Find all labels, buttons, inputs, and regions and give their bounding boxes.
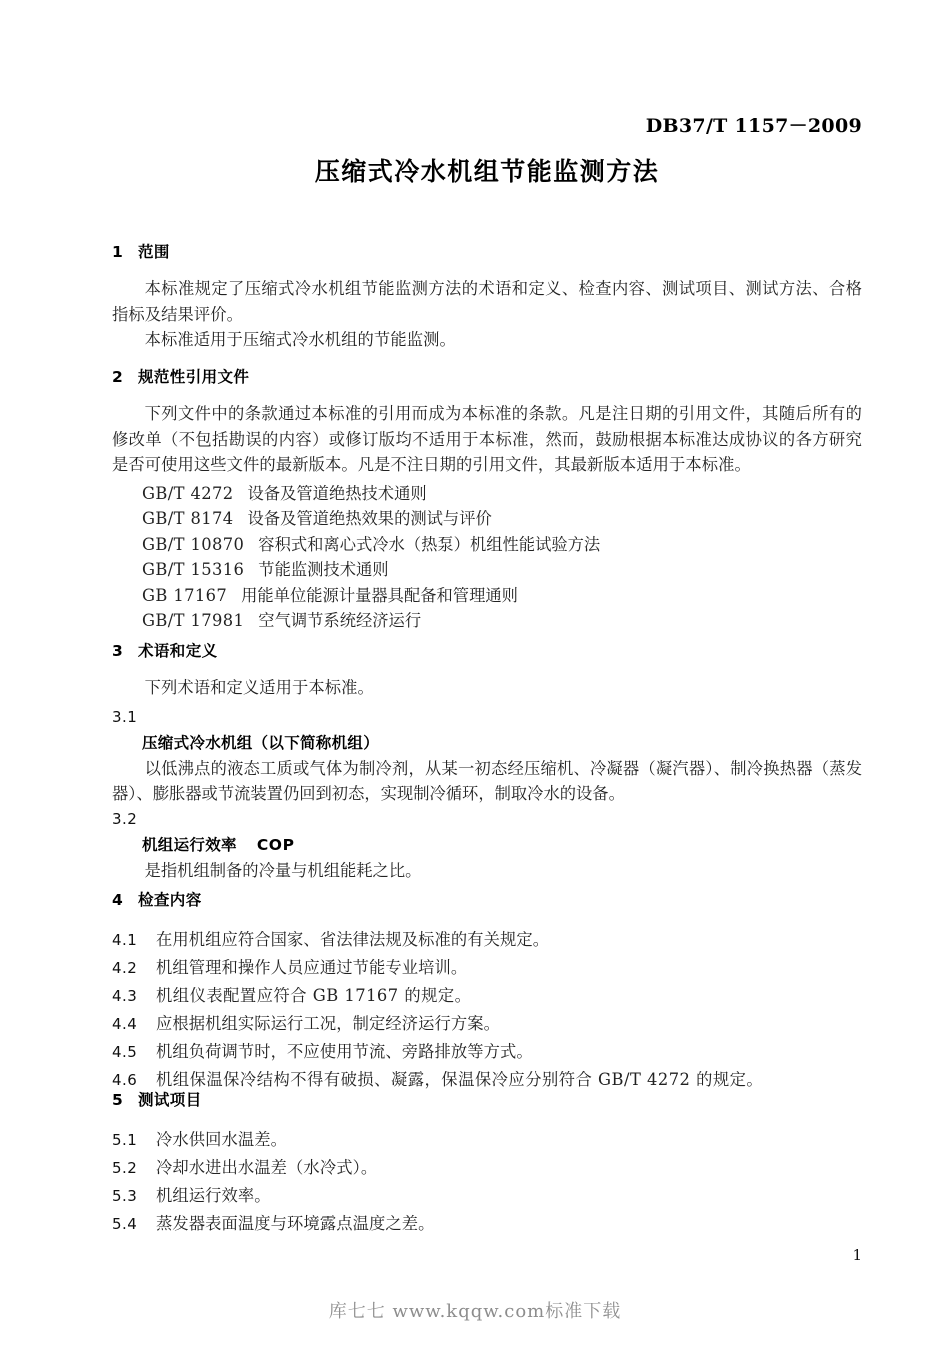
item-text: 在用机组应符合国家、省法律法规及标准的有关规定。: [156, 930, 550, 949]
page-number: 1: [852, 1246, 862, 1264]
item-number: 5.1: [112, 1131, 138, 1149]
reference-code: GB 17167: [142, 585, 228, 605]
term-name-english: COP: [256, 835, 295, 854]
section-4-heading: [112, 888, 862, 910]
section-1-title: 范围: [138, 243, 170, 261]
item-text: 应根据机组实际运行工况，制定经济运行方案。: [156, 1014, 501, 1033]
reference-code: GB/T 10870: [142, 534, 245, 554]
item-text: 机组负荷调节时，不应使用节流、旁路排放等方式。: [156, 1042, 533, 1061]
section-2-normative-references: [112, 365, 862, 634]
item-text: 冷水供回水温差。: [156, 1130, 288, 1149]
term-name: [142, 832, 862, 858]
section-3-title: 术语和定义: [138, 642, 218, 660]
item-number: 5.2: [112, 1159, 138, 1177]
reference-code: GB/T 4272: [142, 483, 234, 503]
reference-code: GB/T 15316: [142, 560, 245, 579]
item-text: 蒸发器表面温度与环境露点温度之差。: [156, 1214, 435, 1233]
section-3-paragraph-1: 下列术语和定义适用于本标准。: [144, 678, 374, 697]
section-2-number: 2: [112, 368, 124, 386]
section-4-item-list: [112, 926, 862, 1094]
section-1-scope: [112, 240, 862, 353]
term-clause-number: 3.2: [112, 809, 138, 828]
section-3-heading: [112, 639, 862, 661]
item-number: 4.4: [112, 1015, 138, 1033]
section-5-title: 测试项目: [138, 1091, 202, 1109]
section-5-heading: [112, 1088, 862, 1110]
term-definition: 是指机组制备的冷量与机组能耗之比。: [144, 860, 422, 880]
term-name: 压缩式冷水机组（以下简称机组）: [142, 733, 380, 752]
reference-list: [112, 481, 862, 634]
reference-item: [142, 583, 862, 609]
section-5-number: 5: [112, 1091, 124, 1109]
item-text: 冷却水进出水温差（水冷式）。: [156, 1158, 378, 1177]
list-item: [112, 1210, 862, 1238]
item-number: 4.3: [112, 987, 138, 1005]
section-4-inspection-content: [112, 888, 862, 1094]
section-5-item-list: [112, 1126, 862, 1238]
list-item: [112, 954, 862, 982]
item-number: 4.1: [112, 931, 138, 949]
reference-title: 用能单位能源计量器具配备和管理通则: [241, 585, 518, 605]
list-item: [112, 1154, 862, 1182]
item-text: 机组保温保冷结构不得有破损、凝露，保温保冷应分别符合 GB/T 4272 的规定。: [156, 1070, 764, 1089]
reference-item: [142, 506, 862, 532]
item-text: 机组运行效率。: [156, 1186, 271, 1205]
reference-code: GB/T 8174: [142, 509, 234, 528]
watermark-footer: 库七七 www.kqqw.com标准下载: [328, 1301, 622, 1322]
list-item: [112, 1182, 862, 1210]
section-4-number: 4: [112, 891, 124, 909]
reference-item: [142, 532, 862, 558]
term-entry-3-1: [112, 705, 862, 807]
reference-code: GB/T 17981: [142, 611, 245, 630]
section-1-number: 1: [112, 243, 124, 261]
list-item: [112, 982, 862, 1010]
section-1-paragraph-1: 本标准规定了压缩式冷水机组节能监测方法的术语和定义、检查内容、测试项目、测试方法、合格指标及结果评价。: [112, 279, 862, 324]
section-1-paragraph-2: 本标准适用于压缩式冷水机组的节能监测。: [144, 330, 456, 349]
reference-title: 设备及管道绝热技术通则: [247, 483, 427, 503]
list-item: [112, 1038, 862, 1066]
section-1-heading: [112, 240, 862, 262]
item-number: 4.5: [112, 1043, 138, 1061]
reference-title: 容积式和离心式冷水（热泵）机组性能试验方法: [258, 534, 601, 554]
section-3-number: 3: [112, 642, 124, 660]
term-definition: 以低沸点的液态工质或气体为制冷剂，从某一初态经压缩机、冷凝器（凝汽器）、制冷换热器（蒸发器）、膨胀器或节流装置仍回到初态，实现制冷循环，制取冷水的设备。: [112, 758, 862, 803]
document-standard-code: DB37/T 1157－2009: [645, 115, 862, 137]
list-item: [112, 926, 862, 954]
section-5-test-items: [112, 1088, 862, 1238]
section-4-title: 检查内容: [138, 891, 202, 909]
reference-item: [142, 608, 862, 634]
section-2-title: 规范性引用文件: [138, 368, 250, 386]
item-number: 5.3: [112, 1187, 138, 1205]
item-number: 5.4: [112, 1215, 138, 1233]
section-2-paragraph-1: 下列文件中的条款通过本标准的引用而成为本标准的条款。凡是注日期的引用文件，其随后所有的修改单（不包括勘误的内容）或修订版均不适用于本标准，然而，鼓励根据本标准达成协议的各方研究是否可使用这些文件的最新版本。凡是不注日期的引用文件，其最新版本适用于本标准。: [112, 404, 862, 474]
reference-title: 空气调节系统经济运行: [258, 611, 422, 630]
reference-title: 节能监测技术通则: [258, 560, 389, 579]
term-entry-3-2: [112, 807, 862, 884]
section-3-terms-and-definitions: [112, 639, 862, 883]
item-number: 4.6: [112, 1071, 138, 1089]
document-title: 压缩式冷水机组节能监测方法: [314, 157, 660, 186]
reference-item: [142, 557, 862, 583]
item-number: 4.2: [112, 959, 138, 977]
item-text: 机组管理和操作人员应通过节能专业培训。: [156, 958, 468, 977]
item-text: 机组仪表配置应符合 GB 17167 的规定。: [156, 986, 472, 1005]
reference-title: 设备及管道绝热效果的测试与评价: [247, 509, 492, 528]
list-item: [112, 1010, 862, 1038]
list-item: [112, 1126, 862, 1154]
term-name-chinese: 机组运行效率: [142, 835, 237, 854]
reference-item: [142, 481, 862, 507]
term-clause-number: 3.1: [112, 707, 138, 726]
section-2-heading: [112, 365, 862, 387]
